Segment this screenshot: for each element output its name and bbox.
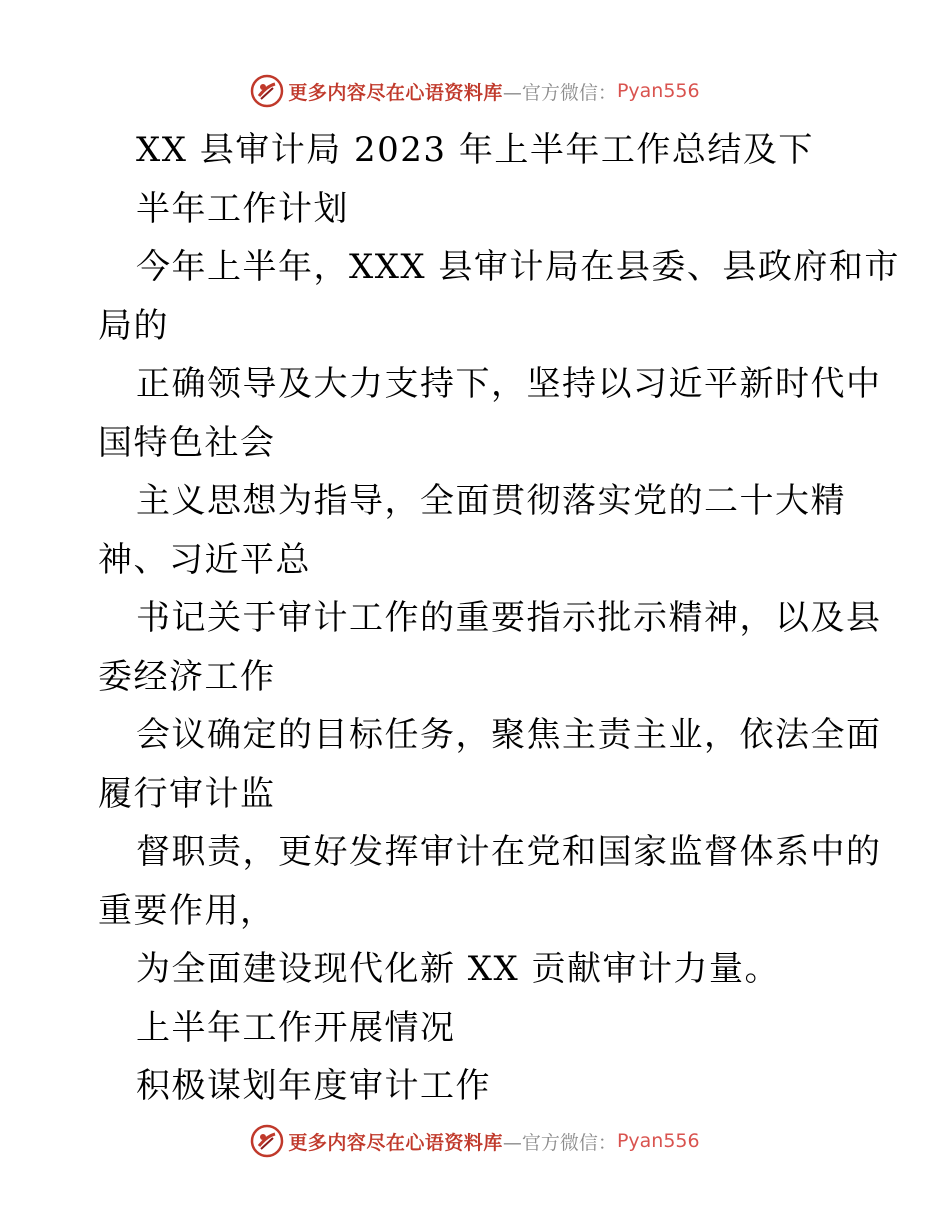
text-line: 正确领导及大力支持下，坚持以习近平新时代中 xyxy=(136,364,882,404)
book-pen-logo-icon xyxy=(250,1124,284,1158)
text-line: 积极谋划年度审计工作 xyxy=(136,1066,491,1106)
watermark-text: 更多内容尽在心语资料库 xyxy=(288,81,503,104)
text-line: 书记关于审计工作的重要指示批示精神，以及县 xyxy=(136,598,882,638)
text-line: XX 县审计局 2023 年上半年工作总结及下 xyxy=(136,130,814,170)
text-line: 半年工作计划 xyxy=(136,188,349,229)
text-line: 局的 xyxy=(98,305,169,346)
text-line: 国特色社会 xyxy=(98,422,276,463)
watermark-wechat-id: Pyan556 xyxy=(616,1130,700,1152)
text-line: 督职责，更好发挥审计在党和国家监督体系中的 xyxy=(136,832,882,872)
book-pen-logo-icon xyxy=(250,74,284,108)
text-line: 会议确定的目标任务，聚焦主责主业，依法全面 xyxy=(136,715,882,755)
header-watermark xyxy=(0,74,950,108)
text-line: 今年上半年，XXX 县审计局在县委、县政府和市 xyxy=(136,247,900,287)
watermark-separator: —官方微信： xyxy=(502,81,617,104)
text-line: 委经济工作 xyxy=(98,656,276,697)
text-line: 重要作用， xyxy=(98,890,276,931)
text-line: 履行审计监 xyxy=(98,773,276,814)
text-line: 上半年工作开展情况 xyxy=(136,1007,456,1048)
text-line: 主义思想为指导，全面贯彻落实党的二十大精 xyxy=(136,481,846,521)
watermark-separator: —官方微信： xyxy=(502,1131,617,1154)
footer-watermark xyxy=(0,1124,950,1158)
document-body xyxy=(98,121,900,1116)
text-line: 神、习近平总 xyxy=(98,539,311,580)
watermark-wechat-id: Pyan556 xyxy=(616,80,700,102)
text-line: 为全面建设现代化新 XX 贡献审计力量。 xyxy=(136,949,781,989)
watermark-text: 更多内容尽在心语资料库 xyxy=(288,1131,503,1154)
